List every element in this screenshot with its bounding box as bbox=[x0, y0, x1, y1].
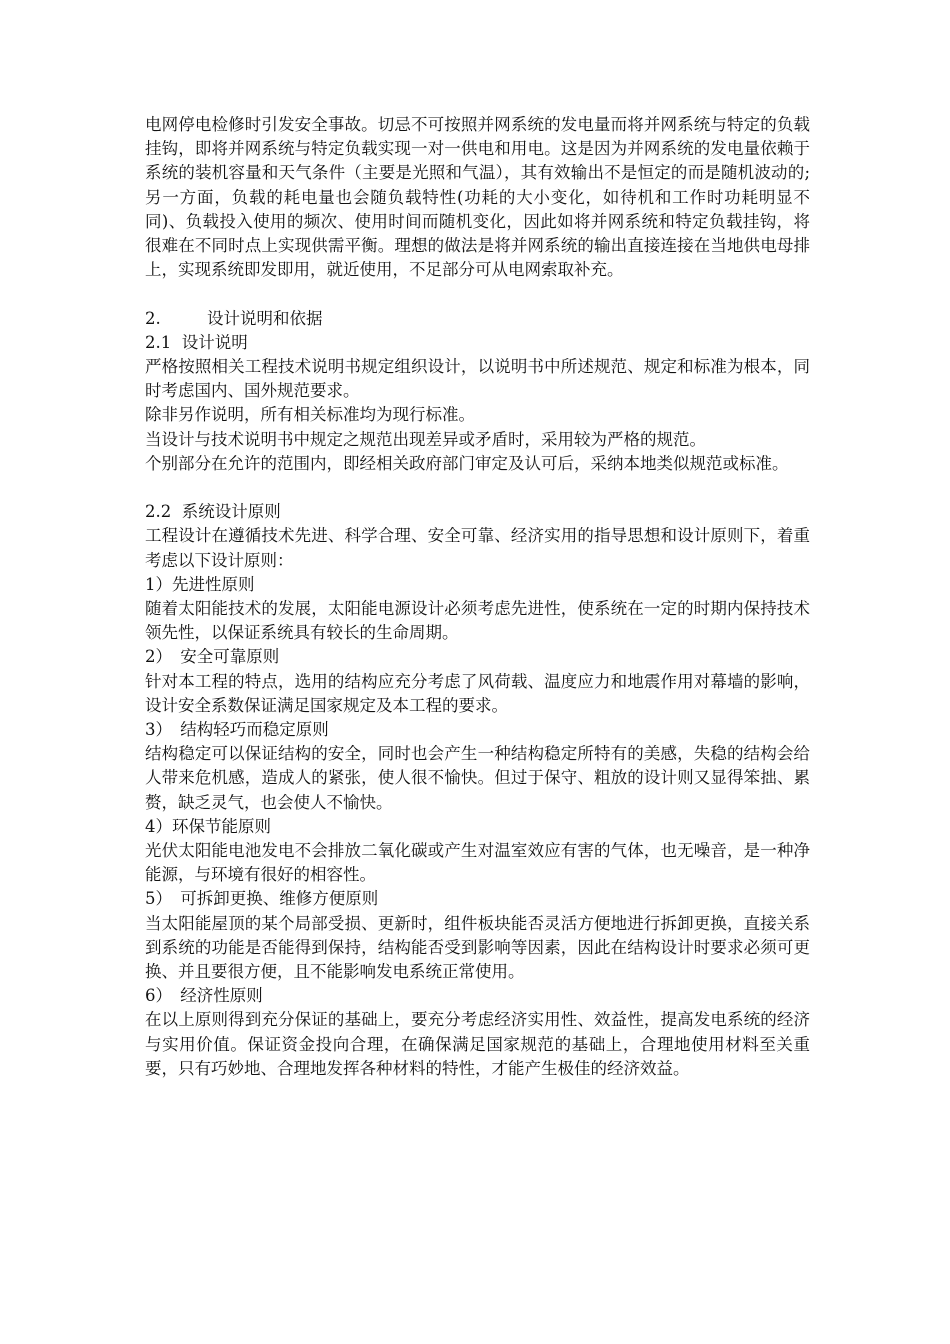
section-2-heading bbox=[145, 307, 810, 331]
principle-heading: 2） 安全可靠原则 bbox=[145, 647, 280, 667]
section-2-title: 设计说明和依据 bbox=[207, 308, 323, 328]
spacer bbox=[145, 476, 810, 500]
principle-text: 光伏太阳能电池发电不会排放二氧化碳或产生对温室效应有害的气体，也无噪音，是一种净能源，与环境有很好的相容性。 bbox=[145, 841, 810, 885]
design-note-paragraph: 除非另作说明，所有相关标准均为现行标准。 bbox=[145, 405, 475, 425]
principle-heading: 1）先进性原则 bbox=[145, 574, 255, 594]
principle-heading: 4）环保节能原则 bbox=[145, 816, 271, 836]
principle-text: 结构稳定可以保证结构的安全，同时也会产生一种结构稳定所特有的美感，失稳的结构会给人带来危机感，造成人的紧张，使人很不愉快。但过于保守、粗放的设计则又显得笨拙、累赘，缺乏灵气，也会使人不愉快。 bbox=[145, 744, 810, 812]
design-note-paragraph: 个别部分在允许的范围内，即经相关政府部门审定及认可后，采纳本地类似规范或标准。 bbox=[145, 453, 789, 473]
principles-intro-paragraph: 工程设计在遵循技术先进、科学合理、安全可靠、经济实用的指导思想和设计原则下，着重考虑以下设计原则： bbox=[145, 526, 810, 570]
principle-heading: 3） 结构轻巧而稳定原则 bbox=[145, 720, 329, 740]
design-note-paragraph: 严格按照相关工程技术说明书规定组织设计，以说明书中所述规范、规定和标准为根本，同时考虑国内、国外规范要求。 bbox=[145, 357, 810, 401]
section-2-2-heading: 2.2 系统设计原则 bbox=[145, 502, 281, 522]
principle-text: 随着太阳能技术的发展，太阳能电源设计必须考虑先进性，使系统在一定的时期内保持技术领先性，以保证系统具有较长的生命周期。 bbox=[145, 599, 810, 643]
principle-heading: 5） 可拆卸更换、维修方便原则 bbox=[145, 889, 379, 909]
section-2-1-heading: 2.1 设计说明 bbox=[145, 332, 248, 352]
document-page bbox=[145, 113, 810, 1081]
intro-paragraph: 电网停电检修时引发安全事故。切忌不可按照并网系统的发电量而将并网系统与特定的负载挂钩，即将并网系统与特定负载实现一对一供电和用电。这是因为并网系统的发电量依赖于系统的装机容量和天气条件（主要是光照和气温），其有效输出不是恒定的而是随机波动的;另一方面，负载的耗电量也会随负载特性(功耗的大小变化，如待机和工作时功耗明显不同)、负载投入使用的频次、使用时间而随机变化，因此如将并网系统和特定负载挂钩，将很难在不同时点上实现供需平衡。理想的做法是将并网系统的输出直接连接在当地供电母排上，实现系统即发即用，就近使用，不足部分可从电网索取补充。 bbox=[145, 115, 810, 280]
principle-text: 当太阳能屋顶的某个局部受损、更新时，组件板块能否灵活方便地进行拆卸更换，直接关系到系统的功能是否能得到保持，结构能否受到影响等因素，因此在结构设计时要求必须可更换、并且要很方便，且不能影响发电系统正常使用。 bbox=[145, 913, 810, 982]
section-2-number: 2. bbox=[145, 308, 161, 328]
principle-heading: 6） 经济性原则 bbox=[145, 986, 263, 1006]
spacer bbox=[145, 282, 810, 306]
design-note-paragraph: 当设计与技术说明书中规定之规范出现差异或矛盾时，采用较为严格的规范。 bbox=[145, 429, 706, 449]
principle-text: 在以上原则得到充分保证的基础上，要充分考虑经济实用性、效益性，提高发电系统的经济与实用价值。保证资金投向合理，在确保满足国家规范的基础上，合理地使用材料至关重要，只有巧妙地、合理地发挥各种材料的特性，才能产生极佳的经济效益。 bbox=[145, 1010, 810, 1078]
principle-text: 针对本工程的特点，选用的结构应充分考虑了风荷载、温度应力和地震作用对幕墙的影响，设计安全系数保证满足国家规定及本工程的要求。 bbox=[145, 671, 810, 715]
